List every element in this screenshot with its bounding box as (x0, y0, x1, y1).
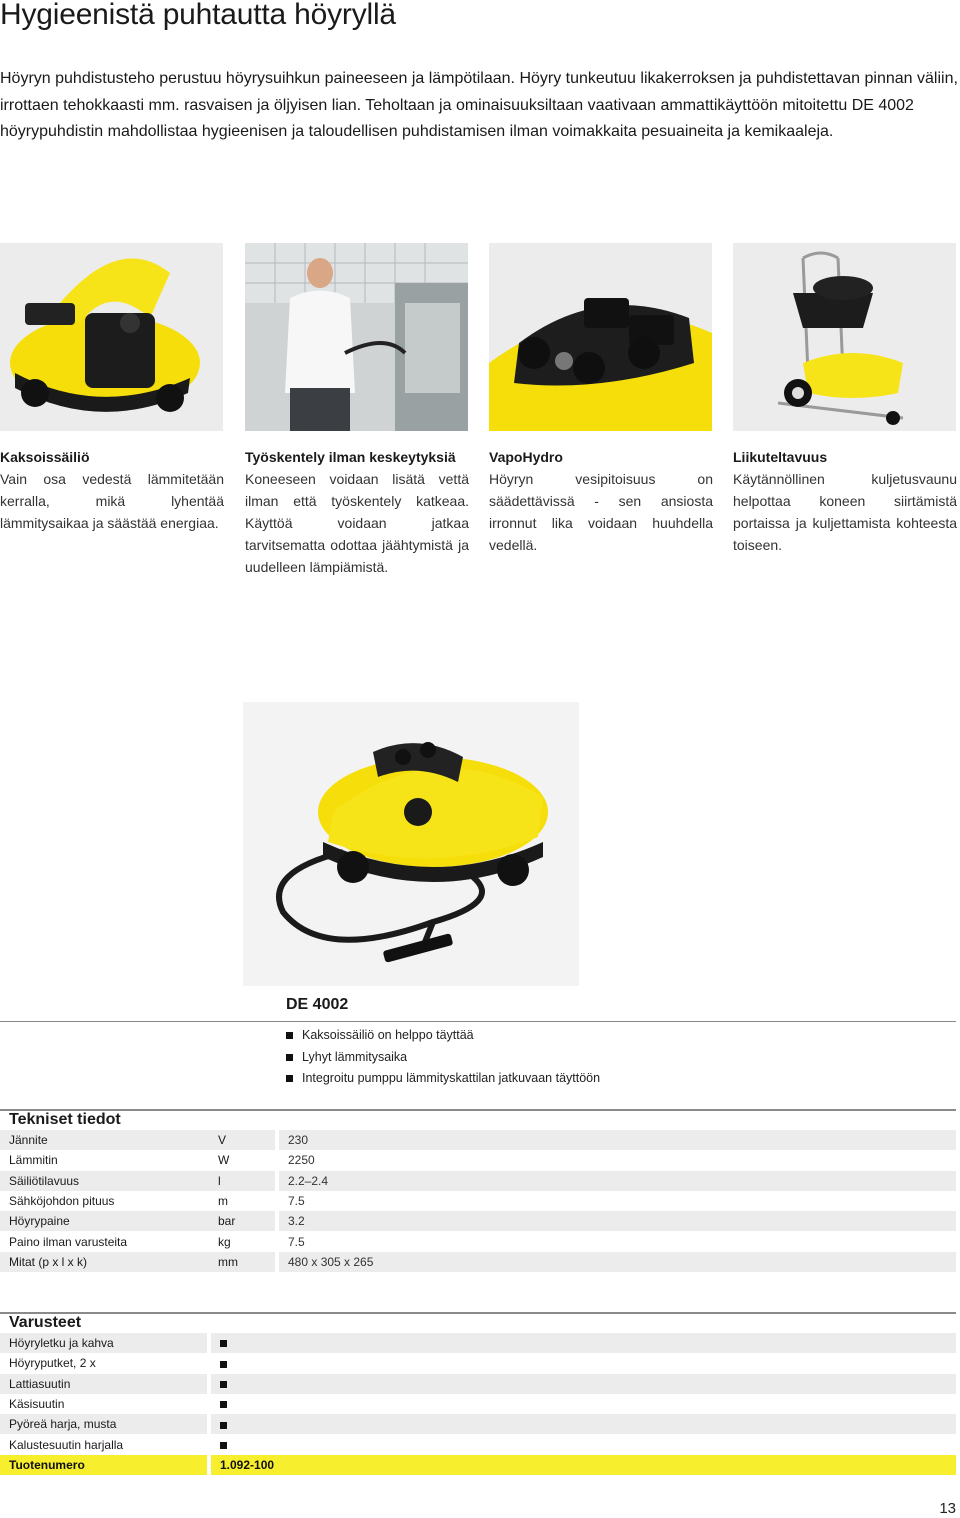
spec-value: 2250 (277, 1150, 956, 1170)
spec-unit: V (209, 1130, 277, 1150)
spec-unit: W (218, 1153, 230, 1168)
table-row (0, 1394, 956, 1414)
included-marker (209, 1353, 956, 1373)
highlight-item: Integroitu pumppu lämmityskattilan jatkuvaan täyttöön (286, 1068, 600, 1090)
spec-unit: kg (218, 1234, 231, 1249)
accessory-label: Pyöreä harja, musta (0, 1414, 209, 1434)
included-marker (209, 1333, 956, 1353)
operator-cleaning-photo (245, 243, 468, 431)
accessory-label: Höyryputket, 2 x (9, 1356, 96, 1371)
product-highlights (286, 1025, 600, 1090)
spec-label: Säiliötilavuus (0, 1171, 209, 1191)
accessory-label: Lattiasuutin (0, 1374, 209, 1394)
included-marker (209, 1394, 956, 1414)
table-row (0, 1252, 956, 1272)
spec-label: Paino ilman varusteita (9, 1234, 128, 1249)
double-tank-photo (0, 243, 223, 431)
spec-value: 230 (277, 1130, 956, 1150)
feature-text: Höyryn vesipitoisuus on säädettävissä - sen ansiosta irronnut lika voidaan huuhdella vedellä. (489, 471, 713, 553)
spec-value: 7.5 (277, 1191, 956, 1211)
spec-label: Jännite (0, 1130, 209, 1150)
spec-label: Mitat (p x l x k) (0, 1252, 209, 1272)
table-row (0, 1374, 956, 1394)
accessories-title: Varusteet (9, 1314, 82, 1331)
feature-uninterrupted-work (245, 446, 469, 578)
table-row (0, 1171, 956, 1191)
page-number: 13 (939, 1500, 956, 1517)
spec-label: Lämmitin (9, 1153, 58, 1168)
specs-table (0, 1130, 956, 1272)
table-row (0, 1150, 956, 1170)
feature-title: Työskentely ilman keskeytyksiä (245, 449, 456, 465)
spec-unit: bar (209, 1211, 277, 1231)
accessory-label: Höyryletku ja kahva (0, 1333, 209, 1353)
spec-unit: l (209, 1171, 277, 1191)
spec-unit: mm (209, 1252, 277, 1272)
specs-divider (0, 1109, 956, 1111)
table-row (0, 1191, 956, 1211)
intro-paragraph: Höyryn puhdistusteho perustuu höyrysuihkun paineeseen ja lämpötilaan. Höyry tunkeutuu likakerroksen ja puhdistettavan pinnan väliin, irrottaen tehokkaasti mm. rasvaisen ja öljyisen lian. Teholtaan ja ominaisuuksiltaan vaativaan ammattikäyttöön mitoitettu DE 4002 höyrypuhdistin mahdollistaa hygieenisen ja taloudellisen puhdistamisen ilman voimakkaita pesuaineita ja kemikaaleja. (0, 70, 958, 140)
spec-label: Sähköjohdon pituus (9, 1194, 115, 1209)
table-row (0, 1414, 956, 1434)
transport-trolley-photo (733, 243, 956, 431)
order-number-label: Tuotenumero (0, 1455, 209, 1475)
table-row (0, 1130, 956, 1150)
feature-mobility (733, 446, 957, 556)
table-row (0, 1333, 956, 1353)
feature-double-tank (0, 446, 224, 534)
feature-text: Koneeseen voidaan lisätä vettä ilman että työskentely katkeaa. Käyttöä voidaan jatkaa tarvitsematta odottaa jäähtymistä ja uudelleen lämpiämistä. (245, 471, 469, 575)
included-marker (209, 1374, 956, 1394)
feature-title: VapoHydro (489, 449, 563, 465)
accessory-label: Kalustesuutin harjalla (9, 1437, 124, 1452)
feature-text: Käytännöllinen kuljetusvaunu helpottaa koneen siirtämistä portaissa ja kuljettamista kohteesta toiseen. (733, 471, 957, 553)
table-row (0, 1211, 956, 1231)
model-name: DE 4002 (286, 996, 349, 1013)
spec-value: 480 x 305 x 265 (277, 1252, 956, 1272)
feature-vapohydro (489, 446, 713, 556)
spec-value: 2.2–2.4 (277, 1171, 956, 1191)
table-row (0, 1434, 956, 1454)
spec-label: Höyrypaine (0, 1211, 209, 1231)
page-title: Hygieenistä puhtautta höyryllä (0, 0, 396, 31)
spec-value: 3.2 (277, 1211, 956, 1231)
model-divider (0, 1021, 956, 1022)
included-marker (209, 1414, 956, 1434)
accessory-label: Käsisuutin (9, 1397, 65, 1412)
product-photo (243, 702, 579, 986)
order-number-value: 1.092-100 (209, 1455, 956, 1475)
spec-unit: m (218, 1194, 228, 1209)
specs-title: Tekniset tiedot (9, 1111, 121, 1128)
highlight-item: Kaksoissäiliö on helppo täyttää (286, 1025, 600, 1047)
spec-value: 7.5 (277, 1231, 956, 1251)
feature-title: Kaksoissäiliö (0, 449, 90, 465)
accessories-divider (0, 1312, 956, 1314)
included-marker (209, 1434, 956, 1454)
vapohydro-controls-photo (489, 243, 712, 431)
order-number-row (0, 1455, 956, 1475)
accessories-table (0, 1333, 956, 1475)
highlight-item: Lyhyt lämmitysaika (286, 1047, 600, 1069)
table-row (0, 1231, 956, 1251)
feature-text: Vain osa vedestä lämmitetään kerralla, mikä lyhentää lämmitysaikaa ja säästää energiaa. (0, 471, 224, 531)
feature-title: Liikuteltavuus (733, 449, 828, 465)
table-row (0, 1353, 956, 1373)
